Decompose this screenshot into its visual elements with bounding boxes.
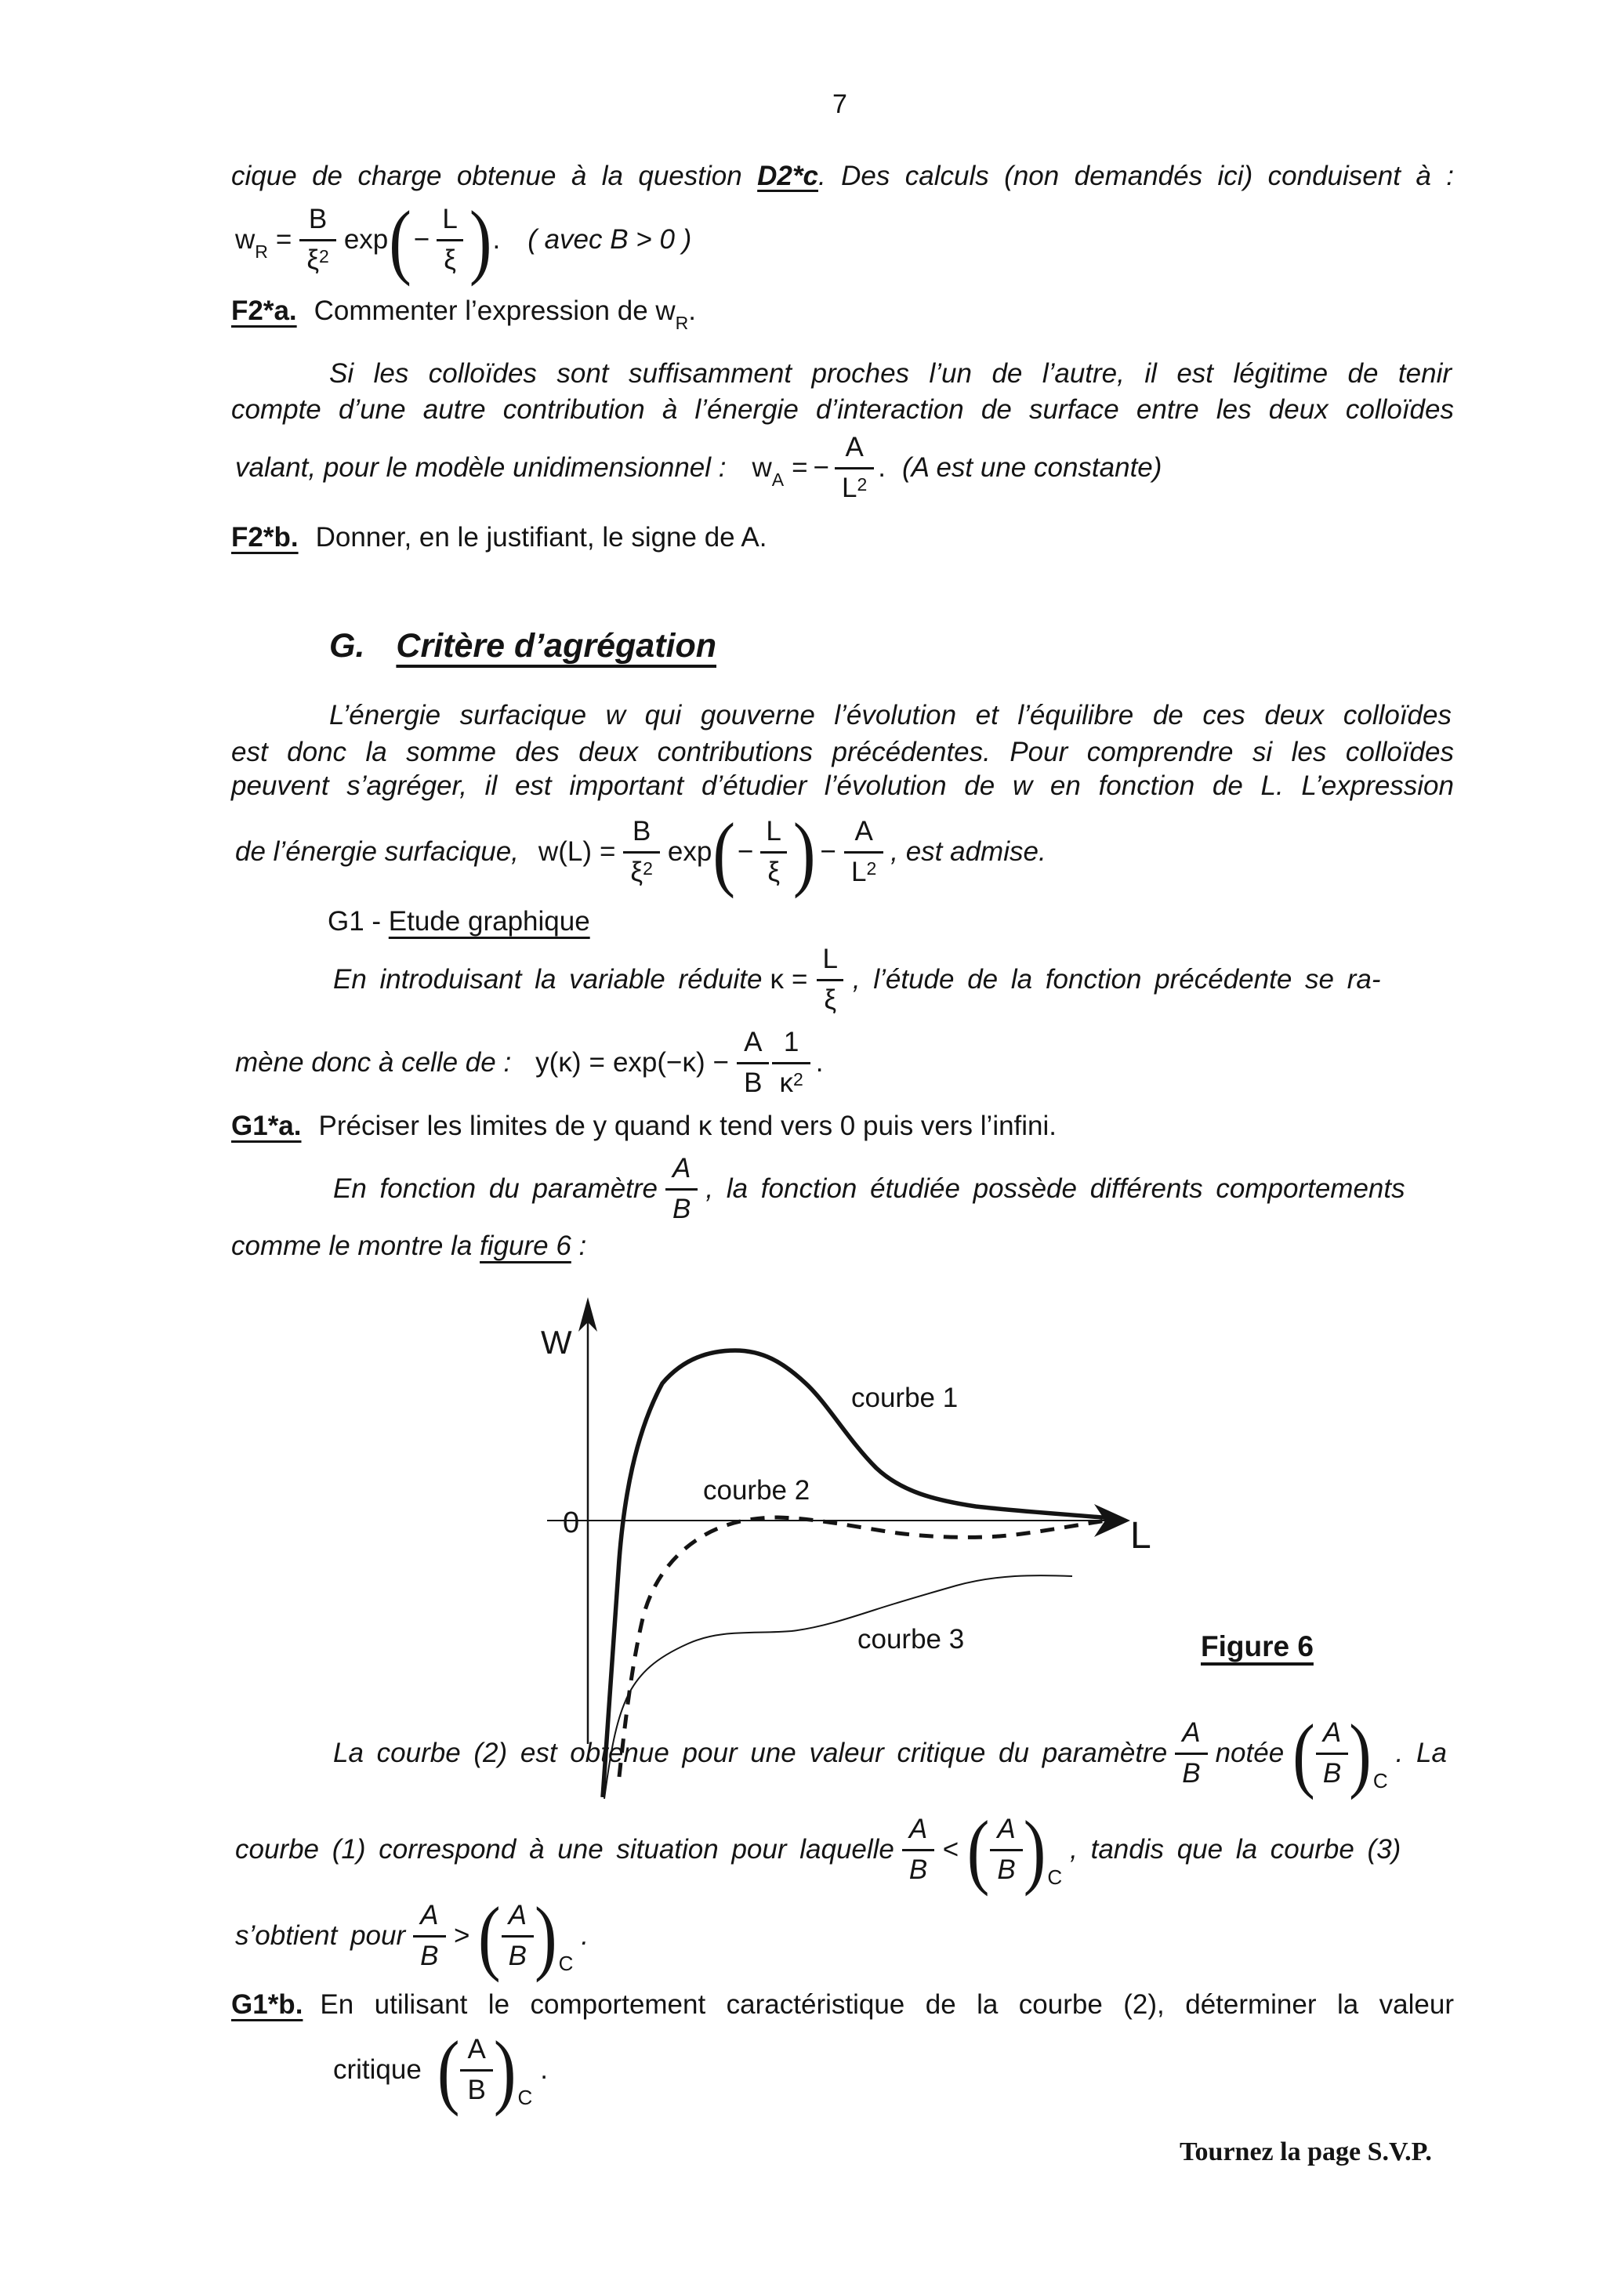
- para3-line1: L’énergie surfacique w qui gouverne l’évolution et l’équilibre de ces deux colloïdes: [329, 700, 1452, 730]
- para4-line2-formula-y: [231, 1019, 827, 1107]
- question-f2b-label: F2*b.: [231, 522, 299, 553]
- para2-line2: compte d’une autre contribution à l’énergie d’interaction de surface entre les deux colloïdes: [231, 394, 1454, 425]
- fraction-a-b: $\frac{A}{B}$: [902, 1815, 934, 1885]
- fraction-a-b: $\frac{A}{B}$: [1175, 1719, 1207, 1789]
- fraction-a-b: $\frac{A}{B}$: [413, 1901, 445, 1971]
- question-g1b-line2: [329, 2023, 552, 2117]
- para4-line1-post: , l’étude de la fonction précédente se ra-: [852, 964, 1381, 995]
- formula-wr-lhs: $w_R$: [235, 224, 268, 262]
- fraction-l-xi: $\frac{L}{\xi}$: [815, 945, 844, 1015]
- paragraph-intro: [231, 158, 1454, 194]
- origin-label: 0: [563, 1506, 580, 1539]
- a-b-critical-group: ( $\frac{A}{B}$ ) C: [1292, 1706, 1388, 1800]
- equals-sign: =: [792, 452, 808, 483]
- equals-sign: =: [791, 964, 808, 995]
- para3-line4-post: , est admise.: [890, 836, 1046, 867]
- fraction-b-xi2: $\frac{B}{\xi^2}$: [623, 817, 659, 887]
- figure-6-caption: Figure 6: [1201, 1630, 1314, 1662]
- question-f2a-text: Commenter l’expression de $w_R$.: [314, 295, 697, 333]
- para3-line2: est donc la somme des deux contributions précédentes. Pour comprendre si les colloïdes: [231, 737, 1454, 767]
- question-g1b-label: G1*b.: [231, 1989, 303, 2020]
- para3-line4-formula-wl: de l’énergie surfacique, w(L) = $\frac{B}{\xi^2}$ exp ( − $\frac{L}{\xi}$ ) − $\frac{A}{L^2}$ , est admise.: [235, 805, 1046, 899]
- exp-function: exp: [667, 836, 712, 867]
- formula-wl-lhs: w(L): [538, 836, 592, 867]
- question-g1a: [231, 1108, 1057, 1144]
- fraction-l-xi: $\frac{L}{\xi}$: [759, 817, 788, 887]
- minus-sign: −: [712, 1047, 730, 1078]
- para4-line2-pre: mène donc à celle de :: [235, 1047, 512, 1078]
- formula-y-lhs: y(κ): [535, 1047, 582, 1078]
- g1-heading: [328, 904, 590, 940]
- para6-line1-post: . La: [1395, 1738, 1447, 1768]
- exp-minus-kappa: exp(−κ): [612, 1047, 705, 1078]
- equals-sign: =: [589, 1047, 605, 1078]
- section-g-heading: [329, 627, 716, 665]
- formula-wr: $w_R$ = $\frac{B}{\xi^2}$ exp ( − $\frac{L}{\xi}$ ) . ( avec B > 0 ): [235, 193, 692, 287]
- question-g1b-critique: critique: [333, 2054, 422, 2085]
- para3-line4-pre: de l’énergie surfacique,: [235, 836, 519, 867]
- g1-heading-title: Etude graphique: [388, 906, 590, 937]
- formula-wr-period: .: [492, 224, 501, 255]
- question-g1b-line1: [231, 1987, 1454, 2023]
- question-g1a-text: Préciser les limites de y quand κ tend vers 0 puis vers l’infini.: [318, 1111, 1057, 1141]
- fraction-1-kappa2: $\frac{1}{\kappa^2}$: [772, 1028, 810, 1098]
- formula-wr-subscript: R: [255, 241, 268, 262]
- subscript-c: C: [1372, 1769, 1388, 1793]
- question-g1b-period: .: [540, 2054, 548, 2085]
- para6-line3: [231, 1889, 593, 1983]
- para6-line2-post: , tandis que la courbe (3): [1070, 1834, 1401, 1865]
- fraction-b-xi2: $\frac{B}{\xi^2}$: [299, 205, 335, 275]
- fraction-a-l2: $\frac{A}{L^2}$: [835, 433, 874, 503]
- para2-line3-formula-wa: [231, 421, 1165, 515]
- minus-sign: −: [737, 836, 754, 867]
- a-b-critical-group: ( $\frac{A}{B}$ ) C: [966, 1803, 1063, 1897]
- page-number: 7: [832, 89, 847, 119]
- question-g1a-label: G1*a.: [231, 1111, 302, 1141]
- question-f2a-label: F2*a.: [231, 295, 297, 326]
- fraction-a-b: $\frac{A}{B}$: [502, 1901, 534, 1971]
- curve-3-label: courbe 3: [857, 1624, 965, 1655]
- question-f2b: [231, 520, 767, 556]
- question-g1b-text: En utilisant le comportement caractéristique de la courbe (2), déterminer la valeur: [320, 1989, 1454, 2020]
- subscript-c: C: [517, 2086, 533, 2110]
- a-b-critical-group: ( $\frac{A}{B}$ ) C: [477, 1889, 574, 1983]
- para3-line3: peuvent s’agréger, il est important d’étudier l’évolution de w en fonction de L. L’expression: [231, 770, 1454, 801]
- less-than-sign: <: [942, 1834, 959, 1865]
- fraction-l-xi: $\frac{L}{\xi}$: [435, 205, 464, 275]
- minus-sign: −: [820, 836, 836, 867]
- figure-6-reference: figure 6: [480, 1231, 571, 1261]
- y-axis-label: W: [541, 1324, 572, 1361]
- kappa-symbol: κ: [770, 964, 784, 995]
- para4-line1-pre: En introduisant la variable réduite: [333, 964, 763, 995]
- exp-function: exp: [343, 224, 389, 255]
- question-f2b-text: Donner, en le justifiant, le signe de A.: [315, 522, 767, 553]
- curve-2-label: courbe 2: [703, 1475, 810, 1506]
- fraction-a-b: $\frac{A}{B}$: [737, 1028, 769, 1098]
- fraction-a-l2: $\frac{A}{L^2}$: [844, 817, 883, 887]
- fraction-a-b: $\frac{A}{B}$: [1316, 1719, 1348, 1789]
- para6-line2: [231, 1803, 1405, 1897]
- para2-line3-pre: valant, pour le modèle unidimensionnel :: [235, 452, 727, 483]
- question-f2a: [231, 293, 697, 333]
- para5-line1-pre: En fonction du paramètre: [333, 1173, 658, 1204]
- para2-line1: Si les colloïdes sont suffisamment proches l’un de l’autre, il est légitime de tenir: [329, 358, 1452, 389]
- para6-line3-post: .: [581, 1920, 589, 1951]
- formula-y-period: .: [815, 1047, 824, 1078]
- fraction-a-b: $\frac{A}{B}$: [460, 2035, 492, 2105]
- formula-wa-lhs: $w_A$: [752, 452, 785, 490]
- equals-sign: =: [275, 224, 292, 255]
- paragraph-intro-post: . Des calculs (non demandés ici) conduisent à :: [817, 161, 1454, 191]
- curve-1-label: courbe 1: [851, 1383, 959, 1413]
- para5-line1-post: , la fonction étudiée possède différents comportements: [705, 1173, 1405, 1204]
- equals-sign: =: [599, 836, 616, 867]
- a-b-critical-group: ( $\frac{A}{B}$ ) C: [437, 2023, 533, 2117]
- section-g-letter: G.: [329, 627, 365, 665]
- para5-line2: comme le montre la figure 6 :: [231, 1231, 587, 1261]
- formula-wa-period: .: [878, 452, 886, 483]
- g1-heading-prefix: G1 -: [328, 906, 389, 937]
- minus-sign: −: [413, 224, 430, 255]
- greater-than-sign: >: [453, 1920, 469, 1951]
- para6-line2-pre: courbe (1) correspond à une situation pour laquelle: [235, 1834, 894, 1865]
- para6-line3-pre: s’obtient pour: [235, 1920, 406, 1951]
- x-axis-label: L: [1130, 1515, 1151, 1557]
- fraction-a-b: $\frac{A}{B}$: [990, 1815, 1022, 1885]
- para2-line3-tail: (A est une constante): [902, 452, 1162, 483]
- para4-line1: [329, 941, 1384, 1019]
- turn-page-notice: Tournez la page S.V.P.: [1180, 2137, 1432, 2166]
- para6-notee: notée: [1215, 1738, 1285, 1768]
- minus-sign: −: [813, 452, 830, 483]
- para6-line1-pre: La courbe (2) est obtenue pour une valeur critique du paramètre: [333, 1738, 1168, 1768]
- para5-line1: [329, 1150, 1409, 1228]
- subscript-c: C: [558, 1952, 574, 1976]
- question-ref-d2c: D2*c: [757, 161, 818, 191]
- formula-wr-condition: ( avec B > 0 ): [527, 224, 692, 255]
- para6-line1: [329, 1706, 1451, 1800]
- fraction-a-b: $\frac{A}{B}$: [665, 1155, 698, 1224]
- subscript-c: C: [1047, 1865, 1063, 1890]
- section-g-title: Critère d’agrégation: [396, 627, 716, 665]
- paragraph-intro-pre: cique de charge obtenue à la question: [231, 161, 758, 191]
